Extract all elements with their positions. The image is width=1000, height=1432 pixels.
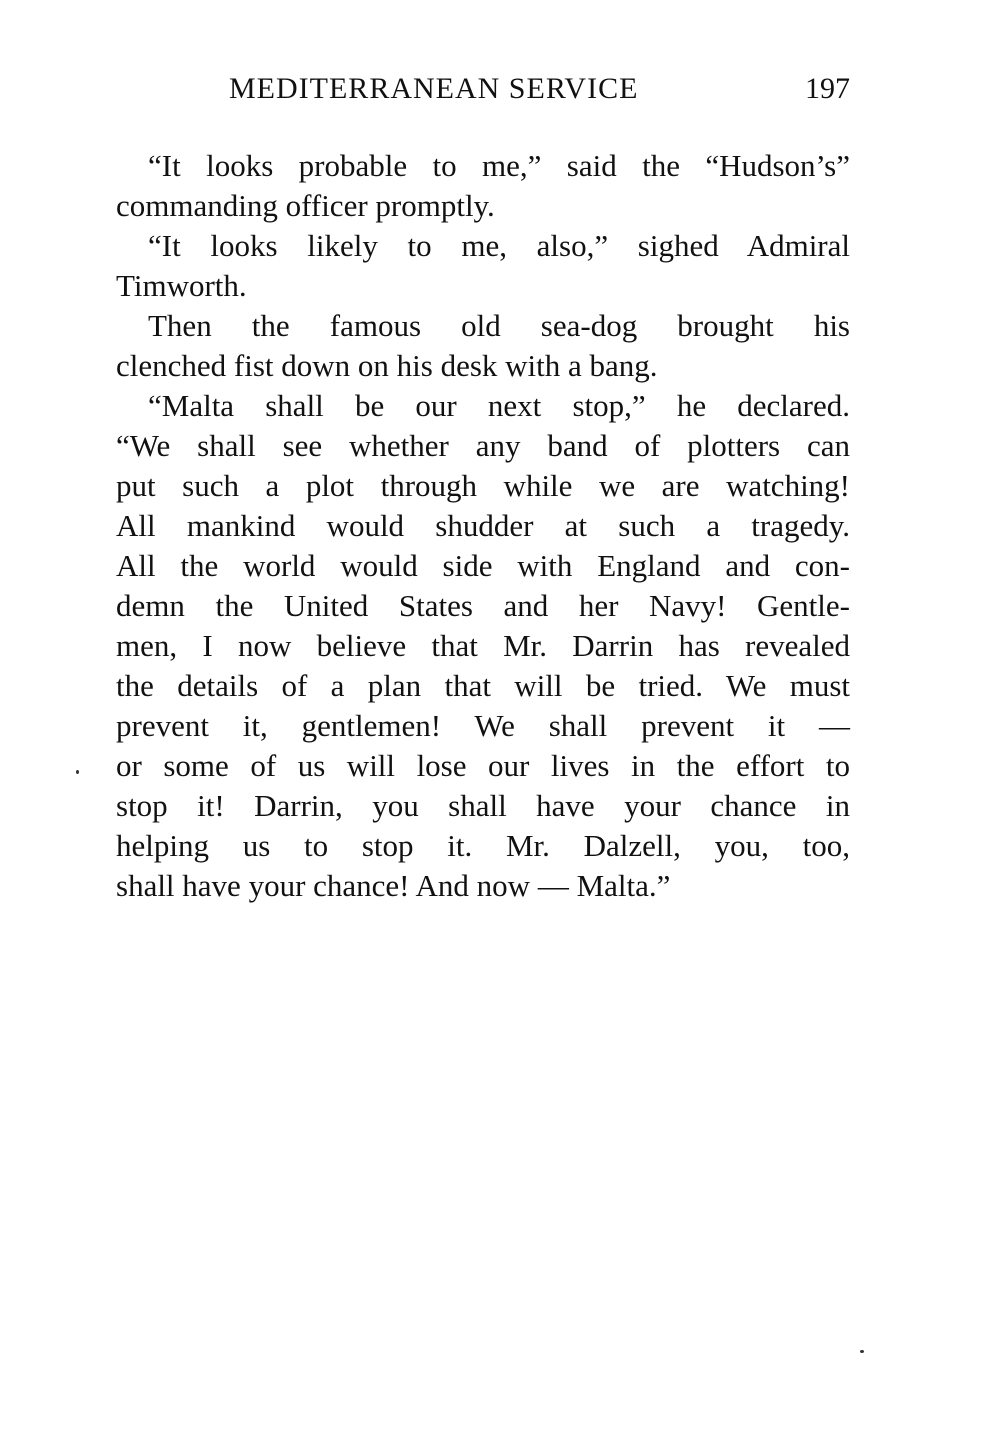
text-line: prevent it, gentlemen! We shall prevent it — [116, 708, 850, 743]
text-line: or some of us will lose our lives in the effort to [116, 748, 850, 783]
text-line: Timworth. [116, 268, 247, 303]
text-line: shall have your chance! And now — Malta.” [116, 868, 671, 903]
text-line: demn the United States and her Navy! Gentle- [116, 588, 850, 623]
text-line: clenched fist down on his desk with a bang. [116, 348, 658, 383]
text-line: the details of a plan that will be tried. We must [116, 668, 850, 703]
paragraph [116, 146, 850, 226]
text-line: All mankind would shudder at such a tragedy. [116, 508, 850, 543]
paragraph [116, 386, 850, 906]
text-line: “Malta shall be our next stop,” he declared. [148, 388, 850, 423]
ink-speck [860, 1350, 864, 1353]
paragraph [116, 306, 850, 386]
text-line: helping us to stop it. Mr. Dalzell, you, too, [116, 828, 850, 863]
page-number: 197 [805, 72, 850, 105]
text-line: stop it! Darrin, you shall have your chance in [116, 788, 850, 823]
text-line: “It looks probable to me,” said the “Hudson’s” [148, 148, 850, 183]
paragraph [116, 226, 850, 306]
text-line: “We shall see whether any band of plotters can [116, 428, 850, 463]
text-line: put such a plot through while we are watching! [116, 468, 850, 503]
running-title: MEDITERRANEAN SERVICE [229, 72, 639, 105]
text-line: men, I now believe that Mr. Darrin has revealed [116, 628, 850, 663]
text-line: All the world would side with England and con- [116, 548, 850, 583]
running-header [116, 72, 850, 112]
text-line: Then the famous old sea-dog brought his [148, 308, 850, 343]
text-line: commanding officer promptly. [116, 188, 495, 223]
text-line: “It looks likely to me, also,” sighed Admiral [148, 228, 850, 263]
body-text [116, 146, 850, 906]
ink-speck [76, 770, 79, 774]
